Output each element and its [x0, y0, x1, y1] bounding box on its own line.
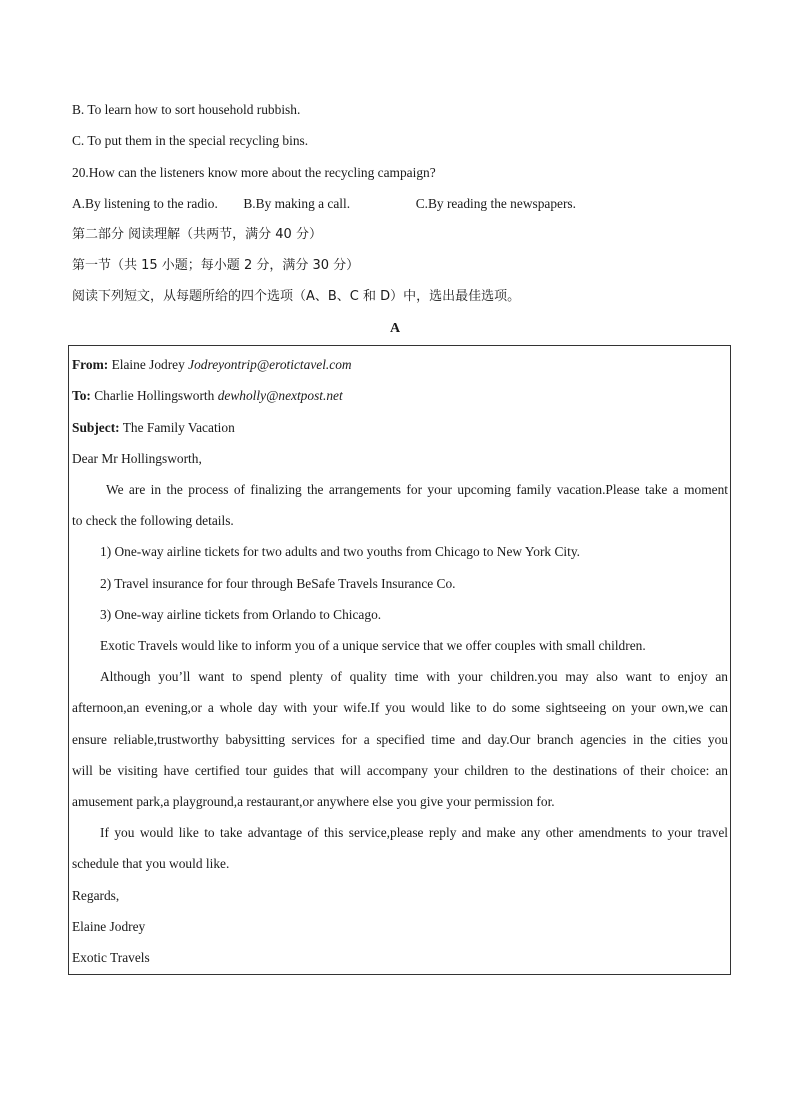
email-from-line — [72, 356, 352, 374]
signature-company: Exotic Travels — [72, 950, 150, 965]
reading-instruction: 阅读下列短文，从每题所给的四个选项（A、B、C 和 D）中，选出最佳选项。 — [72, 289, 521, 304]
detail-item-1: 1) One-way airline tickets for two adults and two youths from Chicago to New York City. — [100, 544, 581, 559]
question-20-stem: 20.How can the listeners know more about the recycling campaign? — [72, 165, 436, 180]
section-one-heading: 第一节（共 15 小题；每小题 2 分，满分 30 分） — [72, 258, 360, 273]
email-to-line — [72, 387, 343, 405]
detail-item-2: 2) Travel insurance for four through BeSafe Travels Insurance Co. — [100, 576, 456, 591]
paragraph-3-line-5: amusement park,a playground,a restaurant,or anywhere else you give your permission for. — [72, 794, 555, 809]
question-20-option-a: A.By listening to the radio. — [72, 196, 218, 211]
paragraph-1-line-2: to check the following details. — [72, 513, 234, 528]
from-name: Elaine Jodrey — [111, 357, 185, 372]
paragraph-1-line-1: We are in the process of finalizing the arrangements for your upcoming family vacation.Please take a moment — [106, 482, 728, 497]
subject-label: Subject: — [72, 420, 120, 435]
paragraph-3-line-2: afternoon,an evening,or a whole day with your wife.If you would like to do some sightseeing on your own,we can — [72, 700, 728, 715]
question-19-option-c: C. To put them in the special recycling bins. — [72, 133, 309, 148]
paragraph-4-line-1: If you would like to take advantage of this service,please reply and make any other amendments to your travel — [100, 825, 728, 840]
detail-item-3: 3) One-way airline tickets from Orlando to Chicago. — [100, 607, 382, 622]
email-box — [68, 345, 731, 975]
paragraph-3-line-4: will be visiting have certified tour guides that will accompany your children to the destinations of their choice: an — [72, 763, 728, 778]
question-20-option-b: B.By making a call. — [243, 196, 351, 211]
paragraph-4-line-2: schedule that you would like. — [72, 856, 230, 871]
paragraph-3-line-3: ensure reliable,trustworthy babysitting services for a specified time and day.Our branch agencies in the cities you — [72, 732, 728, 747]
part-two-heading: 第二部分 阅读理解（共两节，满分 40 分） — [72, 227, 322, 242]
email-greeting: Dear Mr Hollingsworth, — [72, 451, 202, 466]
from-address: Jodreyontrip@erotictavel.com — [188, 357, 352, 372]
to-address: dewholly@nextpost.net — [217, 388, 343, 403]
to-label: To: — [72, 388, 91, 403]
passage-label: A — [389, 321, 401, 336]
email-subject-line — [72, 419, 235, 437]
question-20-options — [72, 195, 576, 213]
question-19-option-b: B. To learn how to sort household rubbish. — [72, 102, 301, 117]
to-name: Charlie Hollingsworth — [94, 388, 215, 403]
subject-text: The Family Vacation — [122, 420, 235, 435]
paragraph-2: Exotic Travels would like to inform you of a unique service that we offer couples with small children. — [100, 638, 646, 653]
question-20-option-c: C.By reading the newspapers. — [415, 196, 576, 211]
paragraph-3-line-1: Although you’ll want to spend plenty of quality time with your children.you may also want to enjoy an — [100, 669, 728, 684]
from-label: From: — [72, 357, 109, 372]
email-closing: Regards, — [72, 888, 120, 903]
signature-name: Elaine Jodrey — [72, 919, 146, 934]
